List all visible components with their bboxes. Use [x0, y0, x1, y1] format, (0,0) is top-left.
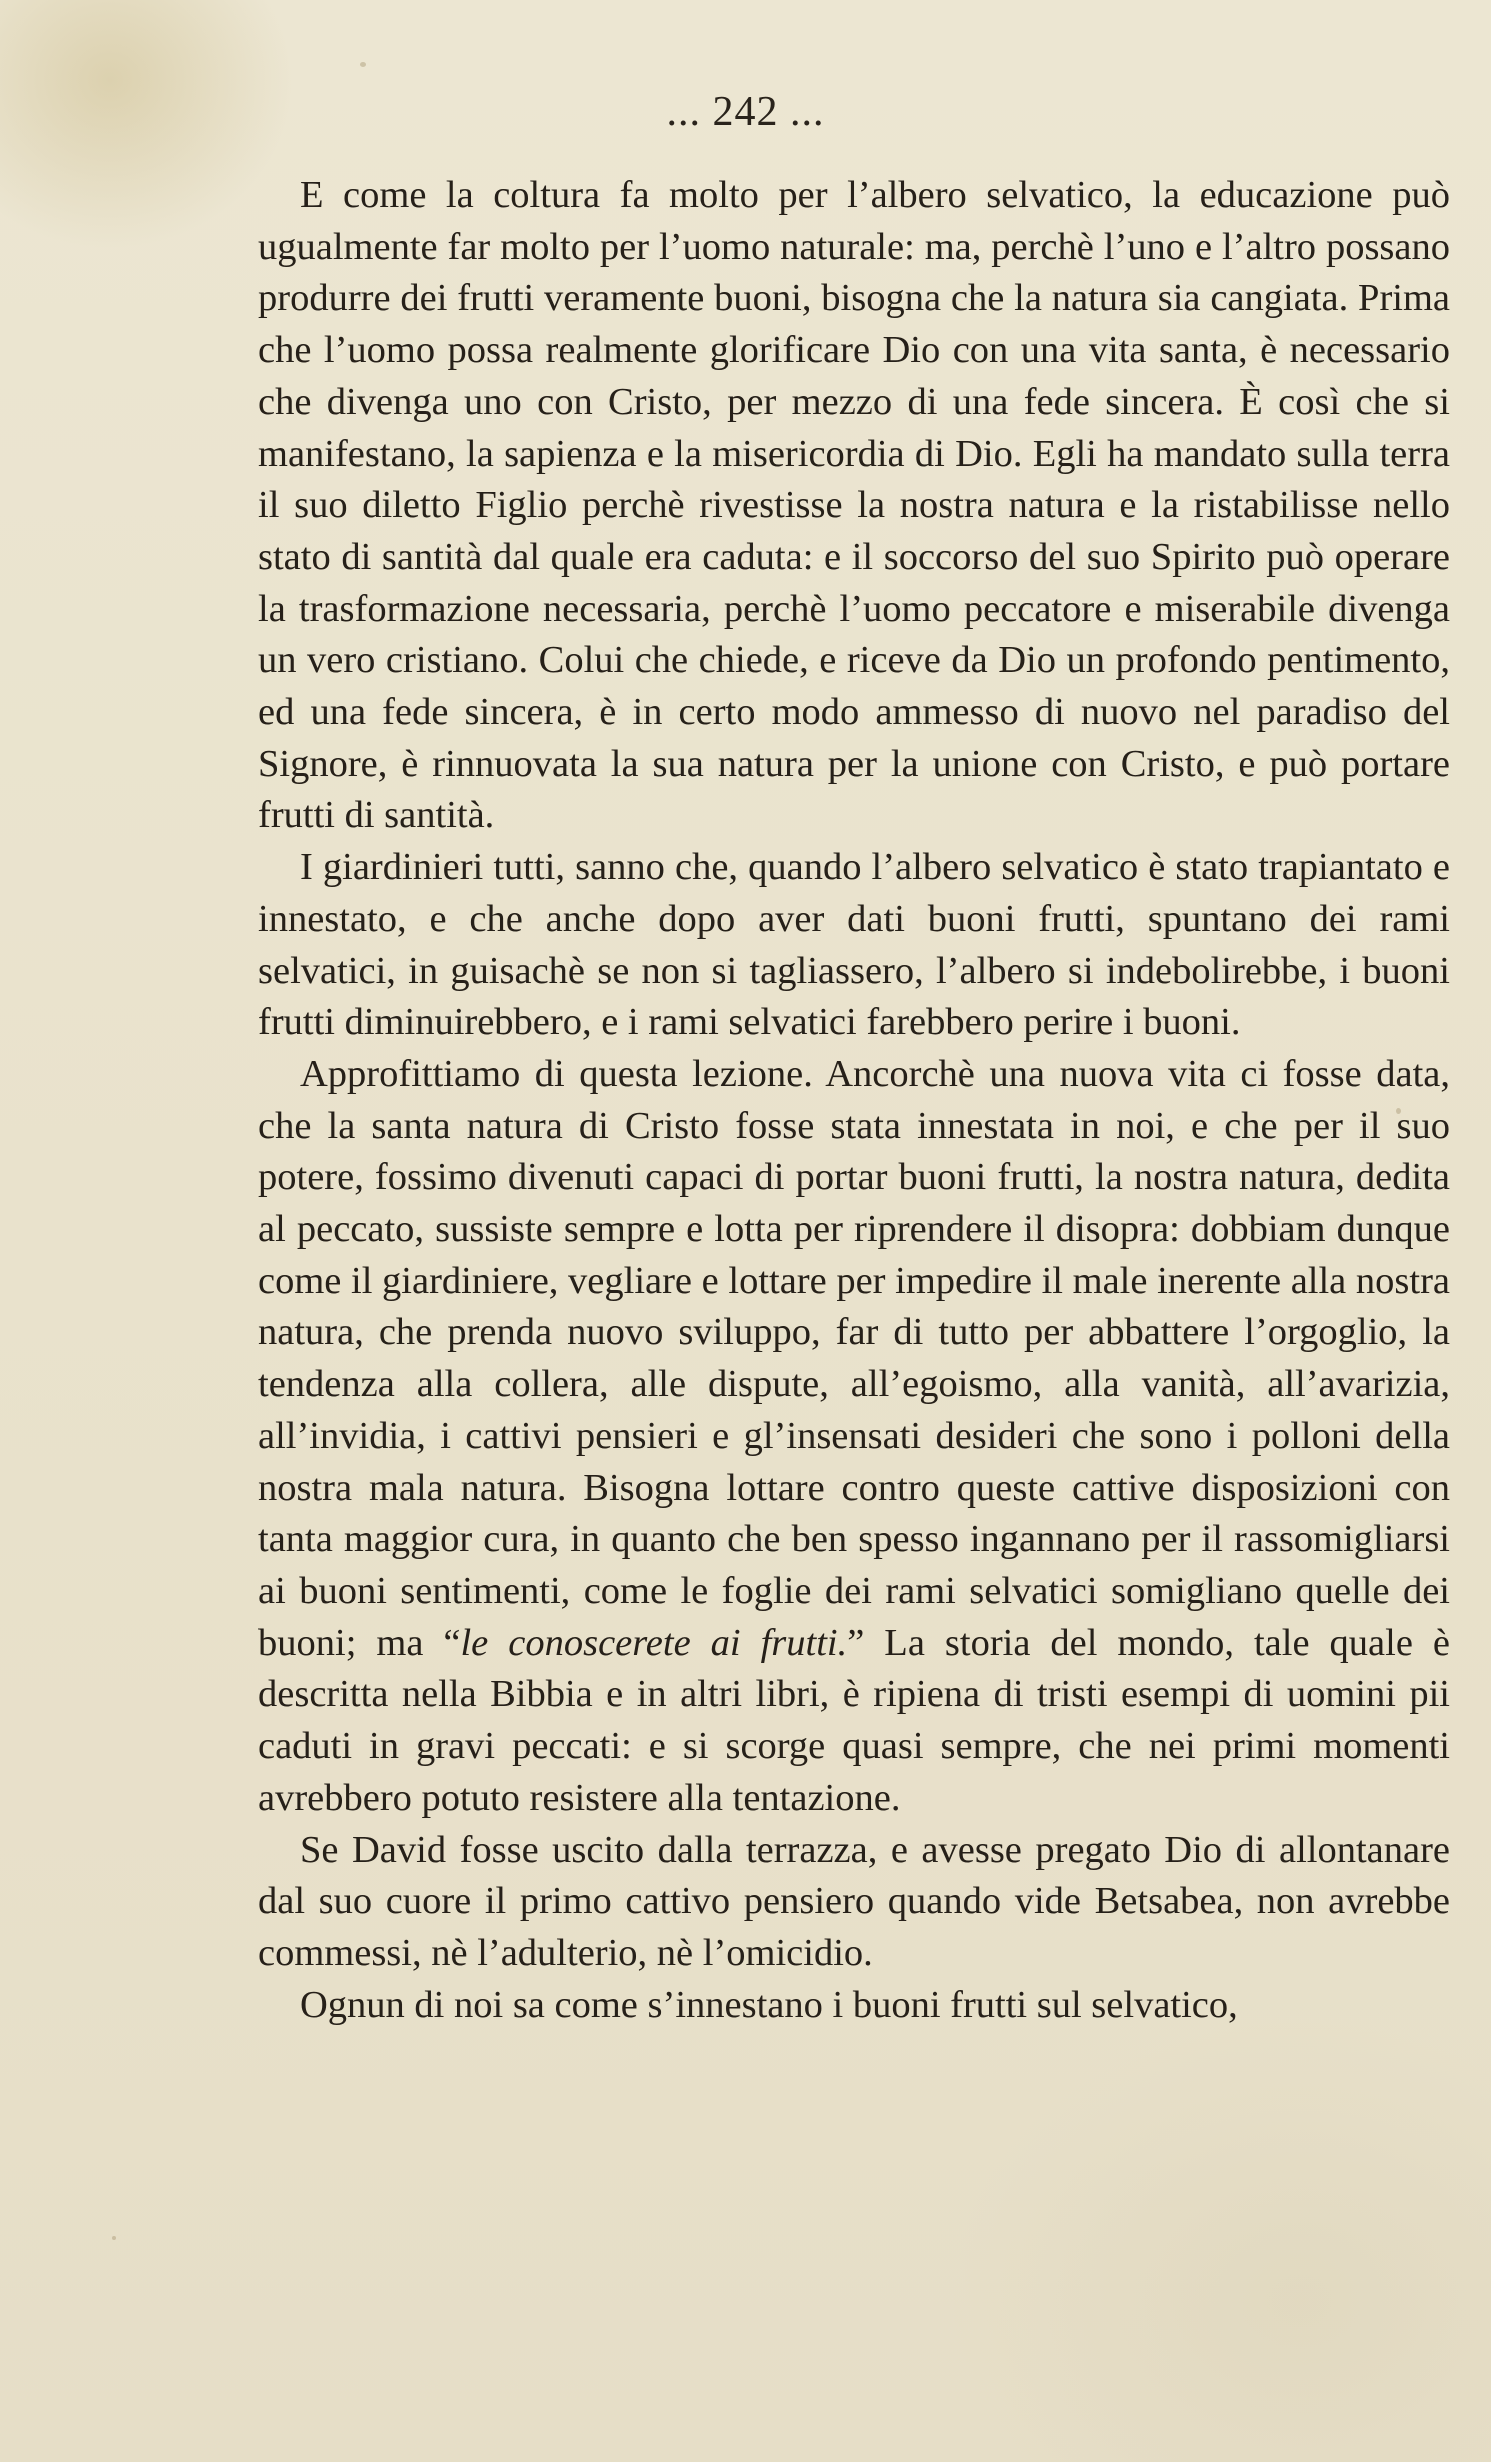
paragraph-2: I giardinieri tutti, sanno che, quando l’albero selvatico è stato trapiantato e innestato, e che anche dopo aver dati buoni frutti, spuntano dei rami selvatici, in guisachè se non si tagliassero, l’albero si indebolirebbe, i buoni frutti diminuirebbero, e i rami selvatici farebbero perire i buoni. — [258, 846, 1450, 1044]
page-number: ... 242 ... — [666, 89, 825, 135]
paragraph-4: Se David fosse uscito dalla terrazza, e avesse pregato Dio di allontanare dal suo cuore il primo cattivo pensiero quando vide Betsabea, non avrebbe commessi, nè l’adulterio, nè l’omicidio. — [258, 1828, 1450, 1974]
paper-spot — [360, 62, 366, 67]
paragraph-3-quote-italic: le conoscerete ai frutti. — [460, 1621, 848, 1664]
paragraph-3-text-after: ” La storia del mondo, tale quale è descritta nella Bibbia e in altri libri, è ripiena di tristi esempi di uomini pii caduti in gravi peccati: e si scorge quasi sempre, che nei primi momenti avrebbero potuto resistere alla tentazione. — [258, 1621, 1450, 1819]
paragraph-3 — [258, 1049, 1450, 1825]
paragraph-1: E come la coltura fa molto per l’albero selvatico, la educazione può ugualmente far molto per l’uomo naturale: ma, perchè l’uno e l’altro possano produrre dei frutti veramente buoni, bisogna che la natura sia cangiata. Prima che l’uomo possa realmente glorificare Dio con una vita santa, è necessario che divenga uno con Cristo, per mezzo di una fede sincera. È così che si manifestano, la sapienza e la misericordia di Dio. Egli ha mandato sulla terra il suo diletto Figlio perchè rivestisse la nostra natura e la ristabilisse nello stato di santità dal quale era caduta: e il soccorso del suo Spirito può operare la trasformazione necessaria, perchè l’uomo peccatore e miserabile divenga un vero cristiano. Colui che chiede, e riceve da Dio un profondo pentimento, ed una fede sincera, è in certo modo ammesso di nuovo nel paradiso del Signore, è rinnuovata la sua natura per la unione con Cristo, e può portare frutti di santità. — [258, 174, 1450, 837]
paragraph-3-text-before: Approfittiamo di questa lezione. Ancorchè una nuova vita ci fosse data, che la santa natura di Cristo fosse stata innestata in noi, e che per il suo potere, fossimo divenuti capaci di portar buoni frutti, la nostra natura, dedita al peccato, sussiste sempre e lotta per riprendere il disopra: dobbiam dunque come il giardiniere, vegliare e lottare per impedire il male inerente alla nostra natura, che prenda nuovo sviluppo, far di tutto per abbattere l’orgoglio, la tendenza alla collera, alle dispute, all’egoismo, alla vanità, all’avarizia, all’invidia, i cattivi pensieri e gl’insensati desideri che sono i polloni della nostra mala natura. Bisogna lottare contro queste cattive disposizioni con tanta maggior cura, in quanto che ben spesso ingannano per il rassomigliarsi ai buoni sentimenti, come le foglie dei rami selvatici somigliano quelle dei buoni; ma “ — [258, 1052, 1450, 1664]
body-text — [258, 170, 1450, 2031]
paper-spot — [112, 2236, 116, 2240]
paragraph-5: Ognun di noi sa come s’innestano i buoni frutti sul selvatico, — [300, 1983, 1238, 2026]
